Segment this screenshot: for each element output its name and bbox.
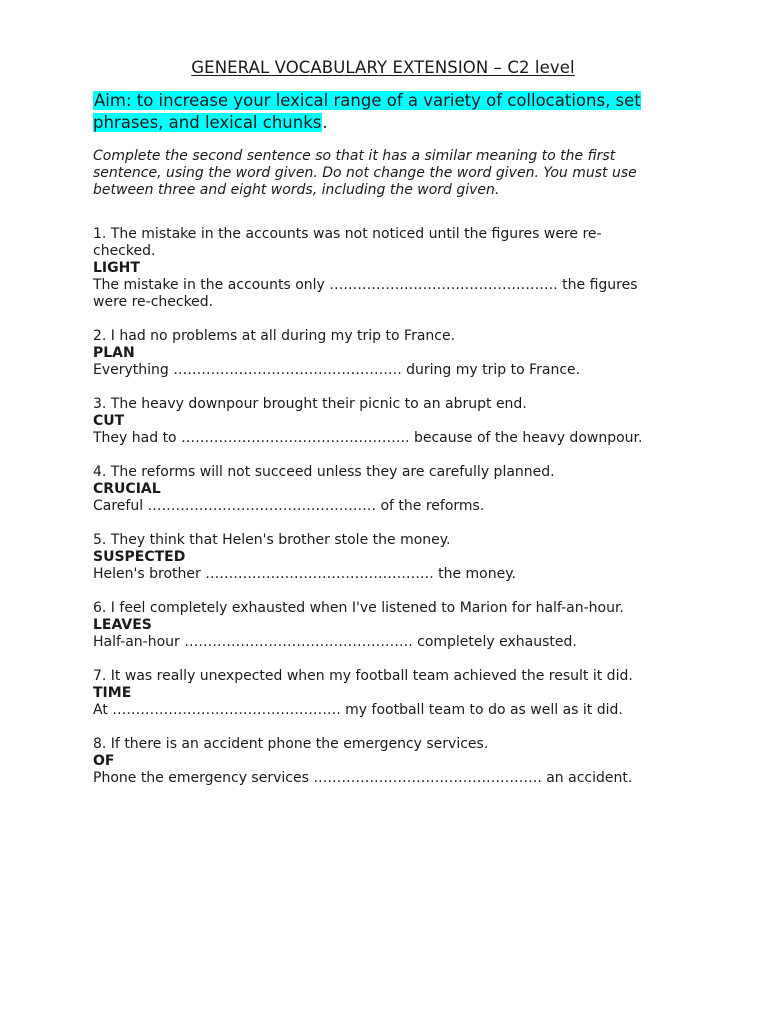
question-rewrite: Half-an-hour …………………………………………. completely exhausted.: [93, 634, 577, 650]
question-2: [93, 328, 663, 379]
question-rewrite: At …………………………………………. my football team to do as well as it did.: [93, 702, 623, 718]
aim-statement: [93, 90, 673, 134]
question-keyword: CRUCIAL: [93, 481, 161, 497]
question-rewrite: They had to …………………………………………. because of the heavy downpour.: [93, 430, 643, 446]
aim-tail: .: [322, 113, 328, 132]
instructions: Complete the second sentence so that it has a similar meaning to the first sentence, using the word given. Do not change the word given. You must use between three and eight words, including the word given.: [93, 148, 637, 198]
question-prompt: 3. The heavy downpour brought their picnic to an abrupt end.: [93, 396, 527, 412]
question-prompt: 2. I had no problems at all during my trip to France.: [93, 328, 456, 344]
question-rewrite: Everything …………………………………………. during my trip to France.: [93, 362, 581, 378]
page-title: GENERAL VOCABULARY EXTENSION – C2 level: [191, 58, 575, 77]
question-prompt: 8. If there is an accident phone the emergency services.: [93, 736, 489, 752]
question-7: [93, 668, 663, 719]
question-keyword: TIME: [93, 685, 132, 701]
question-5: [93, 532, 663, 583]
question-1: [93, 226, 663, 311]
question-prompt: 1. The mistake in the accounts was not noticed until the figures were re-checked.: [93, 226, 602, 259]
question-6: [93, 600, 663, 651]
question-4: [93, 464, 663, 515]
question-8: [93, 736, 663, 787]
question-keyword: PLAN: [93, 345, 135, 361]
question-keyword: CUT: [93, 413, 125, 429]
question-keyword: LEAVES: [93, 617, 152, 633]
question-keyword: SUSPECTED: [93, 549, 186, 565]
question-keyword: LIGHT: [93, 260, 140, 276]
aim-highlight: Aim: to increase your lexical range of a variety of collocations, set phrases, and lexical chunks: [93, 91, 641, 132]
question-rewrite: Phone the emergency services …………………………………………. an accident.: [93, 770, 633, 786]
question-prompt: 7. It was really unexpected when my football team achieved the result it did.: [93, 668, 633, 684]
question-rewrite: Careful …………………………………………. of the reforms.: [93, 498, 485, 514]
worksheet-page: [93, 58, 673, 804]
question-keyword: OF: [93, 753, 115, 769]
question-prompt: 4. The reforms will not succeed unless they are carefully planned.: [93, 464, 555, 480]
question-3: [93, 396, 663, 447]
question-rewrite: Helen's brother …………………………………………. the money.: [93, 566, 516, 582]
question-prompt: 6. I feel completely exhausted when I've listened to Marion for half-an-hour.: [93, 600, 624, 616]
question-rewrite: The mistake in the accounts only …………………………………………. the figures were re-checked.: [93, 277, 638, 310]
question-prompt: 5. They think that Helen's brother stole the money.: [93, 532, 451, 548]
